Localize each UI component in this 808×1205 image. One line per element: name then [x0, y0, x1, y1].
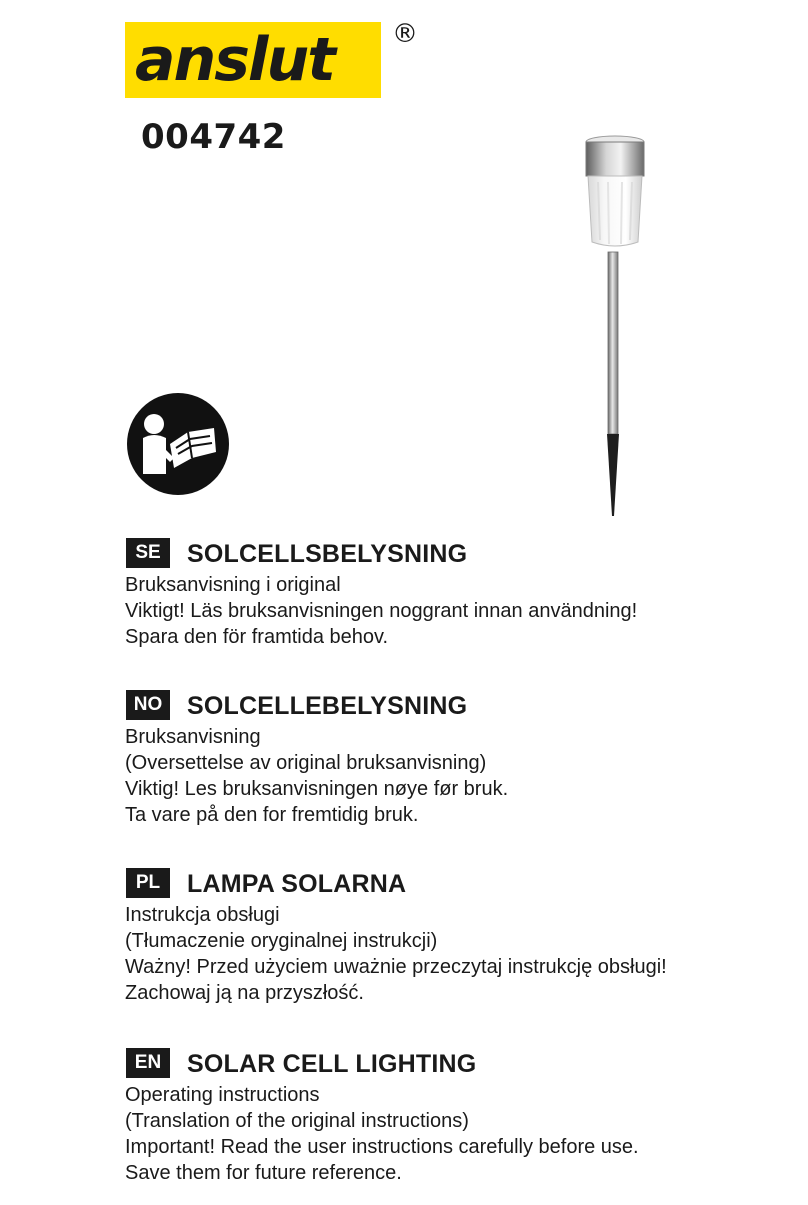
section-line: Viktig! Les bruksanvisningen nøye før bruk. — [125, 778, 509, 800]
section-line: Bruksanvisning — [125, 726, 261, 748]
language-badge-se: SE — [126, 538, 170, 568]
registered-mark: ® — [392, 19, 418, 49]
section-title-no: SOLCELLEBELYSNING — [187, 692, 468, 720]
solar-light-product-image — [578, 132, 652, 520]
section-no — [125, 690, 765, 828]
section-line: Spara den för framtida behov. — [125, 626, 389, 648]
language-badge-no: NO — [126, 690, 170, 720]
section-line: Operating instructions — [125, 1084, 320, 1106]
section-en — [125, 1048, 765, 1186]
section-title-en: SOLAR CELL LIGHTING — [187, 1050, 477, 1078]
section-line: Viktigt! Läs bruksanvisningen noggrant innan användning! — [125, 600, 638, 622]
section-line: Save them for future reference. — [125, 1162, 402, 1184]
section-se — [125, 538, 765, 650]
language-badge-pl: PL — [126, 868, 170, 898]
section-line: Ważny! Przed użyciem uważnie przeczytaj instrukcję obsługi! — [125, 956, 667, 978]
section-pl — [125, 868, 765, 1006]
section-title-pl: LAMPA SOLARNA — [187, 870, 407, 898]
section-line: (Translation of the original instructions) — [125, 1110, 469, 1132]
section-line: (Tłumaczenie oryginalnej instrukcji) — [125, 930, 438, 952]
article-number: 004742 — [141, 117, 286, 157]
read-manual-icon — [126, 392, 230, 496]
section-title-se: SOLCELLSBELYSNING — [187, 540, 468, 568]
brand-name: anslut — [135, 25, 334, 95]
section-line: (Oversettelse av original bruksanvisning) — [125, 752, 487, 774]
brand-logo — [125, 22, 381, 98]
section-line: Important! Read the user instructions carefully before use. — [125, 1136, 639, 1158]
section-line: Zachowaj ją na przyszłość. — [125, 982, 364, 1004]
language-badge-en: EN — [126, 1048, 170, 1078]
section-line: Instrukcja obsługi — [125, 904, 280, 926]
section-line: Ta vare på den for fremtidig bruk. — [125, 804, 419, 826]
section-line: Bruksanvisning i original — [125, 574, 341, 596]
